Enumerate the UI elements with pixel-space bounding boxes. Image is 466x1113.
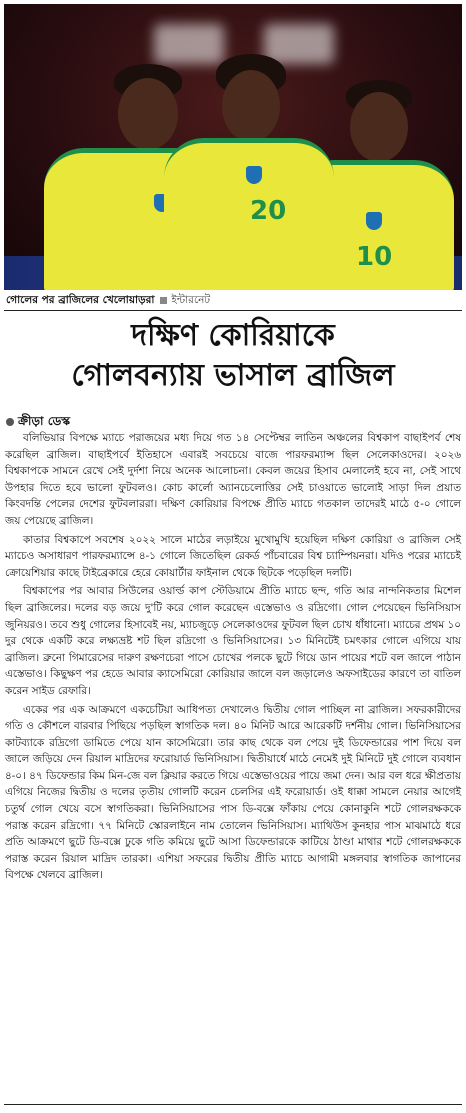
headline-line-1: দক্ষিণ কোরিয়াকে xyxy=(131,318,335,353)
desk-name: ক্রীড়া ডেস্ক xyxy=(18,414,71,428)
jersey-number: 20 xyxy=(250,196,287,226)
cbf-crest-icon xyxy=(366,212,382,230)
paragraph: বিশ্বকাপের পর আবার সিউলের ওয়ার্ল্ড কাপ স্টেডিয়ামে প্রীতি ম্যাচে ছন্দ, গতি আর নান্দনিকতার মিশেল ছিল ব্রাজিলের। দলের বড় জয়ে দু'টি করে গোল করেছেন এস্তেভাও ও রদ্রিগো। গোল পেয়েছেন ভিনিসিয়াস জুনিয়রও। তবে শুধু গোলের হিসাবেই নয়, ম্যাচজুড়ে সেলেকাওদের ফুটবল ছিল চোখ ধাঁধানো। ম্যাচের প্রথম ১০ দুর থেকে একটি করে লক্ষ্যভ্রষ্ট শট ছিল রদ্রিগো ও ভিনিসিয়াসের। ১৩ মিনিটেই চমৎকার গোলে এগিয়ে যায় ব্রাজিল। ব্রুনো গিমারেসের দারুণ রক্ষণচেরা পাসে চোখের পলকে ছুটে গিয়ে ডান পায়ের শটে বল জালে পাঠান এস্তেভাও। কিছুক্ষণ পর হেডে আবার ক্যাসেমিরো কোরিয়ার জালে বল জড়ালেও অফসাইডের কারণে তা বাতিল করেন সাইড রেফারি। xyxy=(5,585,461,697)
byline xyxy=(6,412,70,430)
cbf-crest-icon xyxy=(246,166,262,184)
caption-source: ইন্টারনেট xyxy=(171,294,211,306)
divider xyxy=(4,310,462,311)
headline xyxy=(4,316,462,396)
article-photo xyxy=(4,4,462,290)
stadium-light xyxy=(154,24,224,64)
divider xyxy=(4,1104,462,1105)
headline-line-2: গোলবন্যায় ভাসাল ব্রাজিল xyxy=(71,358,395,393)
bullet-icon xyxy=(6,418,14,426)
paragraph: কাতার বিশ্বকাপে সবশেষ ২০২২ সালে মাঠের লড়াইয়ে মুখোমুখি হয়েছিল দক্ষিণ কোরিয়া ও ব্রাজিল সেই ম্যাচেও অসাধারণ পারফরম্যান্সে ৪-১ গোলে জিতেছিল রেকর্ড পাঁচবারের বিশ্ব চ্যাম্পিয়নরা। যদিও পরের ম্যাচেই ক্রোয়েশিয়ার কাছে টাইব্রেকারে হেরে কোয়ার্টার ফাইনাল থেকে ছিটকে পড়েছিল দলটি। xyxy=(5,533,461,579)
jersey-number: 10 xyxy=(356,242,393,272)
photo-caption xyxy=(6,292,462,308)
paragraph: বলিভিয়ার বিপক্ষে ম্যাচে পরাজয়ের মধ্য দিয়ে গত ১৪ সেপ্টেম্বর লাতিন অঞ্চলের বিশ্বকাপ বাছাইপর্ব শেষ করেছিল ব্রাজিল। বাছাইপর্বে ইতিহাসে এবারই সবচেয়ে বাজে পারফরম্যান্স ছিল সেলেকাওদের। ২০২৬ বিশ্বকাপকে সামনে রেখে সেই দুর্দশা নিয়ে অনেক আলোচনা। কেবল জয়ের হিসাব মেলালেই হবে না, সেই সাথে উপহার দিতে হবে ভালো ফুটবলও। কোচ কার্লো অ্যানচেলোত্তির সেই চাওয়াতে ভালোই সাড়া দিল প্রয়াত কিংবদন্তি পেলের দেশের ফুটবলাররা। দক্ষিণ কোরিয়ার বিপক্ষে প্রীতি ম্যাচে গতকাল তাদেরই মাঠে ৫-০ গোলে জয় পেয়েছে ব্রাজিল। xyxy=(5,432,461,527)
article-body xyxy=(5,430,461,886)
paragraph: একের পর এক আক্রমণে একচেটিয়া আধিপত্য দেখালেও দ্বিতীয় গোল পাচ্ছিল না ব্রাজিল। সফরকারীদের গতি ও কৌশলে বারবার পিছিয়ে পড়ছিল স্বাগতিক দল। ৪০ মিনিট আরে আরেকটি দর্শনীয় গোল। ভিনিসিয়াসের কাটব্যাকে রদ্রিগো ডামিতে পেয়ে যান কাসেমিরো। তার কাছ থেকে বল পেয়ে দুই ডিফেন্ডারের পাশ দিয়ে বল জালে জড়িয়ে দেন রিয়াল মাদ্রিদের ফরোয়ার্ড ভিনিসিয়াস। দ্বিতীয়ার্ধে মাঠে নেমেই দুই মিনিটে দুই গোলে ব্যবধান ৪-০। ৪৭ ডিফেন্ডার কিম মিন-জে বল ক্লিয়ার করতে গিয়ে এস্তেভাওয়ের পায়ে জমা দেন। আর বল ধরে ক্ষীপ্রতায় এগিয়ে নিজের দ্বিতীয় ও দলের তৃতীয় গোলটি করেন চেলসির এই ফরোয়ার্ড। ওই ধাক্কা সামলে নেয়ার আগেই চতুর্থ গোল খেয়ে বসে স্বাগতিকরা। ভিনিসিয়াসের পাস ডি-বক্সে ফাঁকায় পেয়ে কোনাকুনি শটে গোলরক্ষককে পরাস্ত করেন রদ্রিগো। ৭৭ মিনিটে স্কোরলাইনে নাম তোলেন ভিনিসিয়াস। ম্যাথিউস কুনহার পাস মাঝমাঠে ধরে প্রতি আক্রমণে ছুটে ডি-বক্সে ঢুকে গতি কমিয়ে ছুটে আসা ডিফেন্ডারকে কাটিয়ে ঠাণ্ডা মাথার শটে গোলরক্ষককে পরাস্ত করেন রিয়াল মাদ্রিদ তারকা। এশিয়া সফরের দ্বিতীয় প্রীতি ম্যাচে আগামী মঙ্গলবার স্বাগতিক জাপানের বিপক্ষে খেলবে ব্রাজিল। xyxy=(5,703,461,882)
stadium-light xyxy=(264,24,334,64)
square-bullet-icon xyxy=(160,297,167,304)
caption-text: গোলের পর ব্রাজিলের খেলোয়াড়রা xyxy=(6,294,155,306)
